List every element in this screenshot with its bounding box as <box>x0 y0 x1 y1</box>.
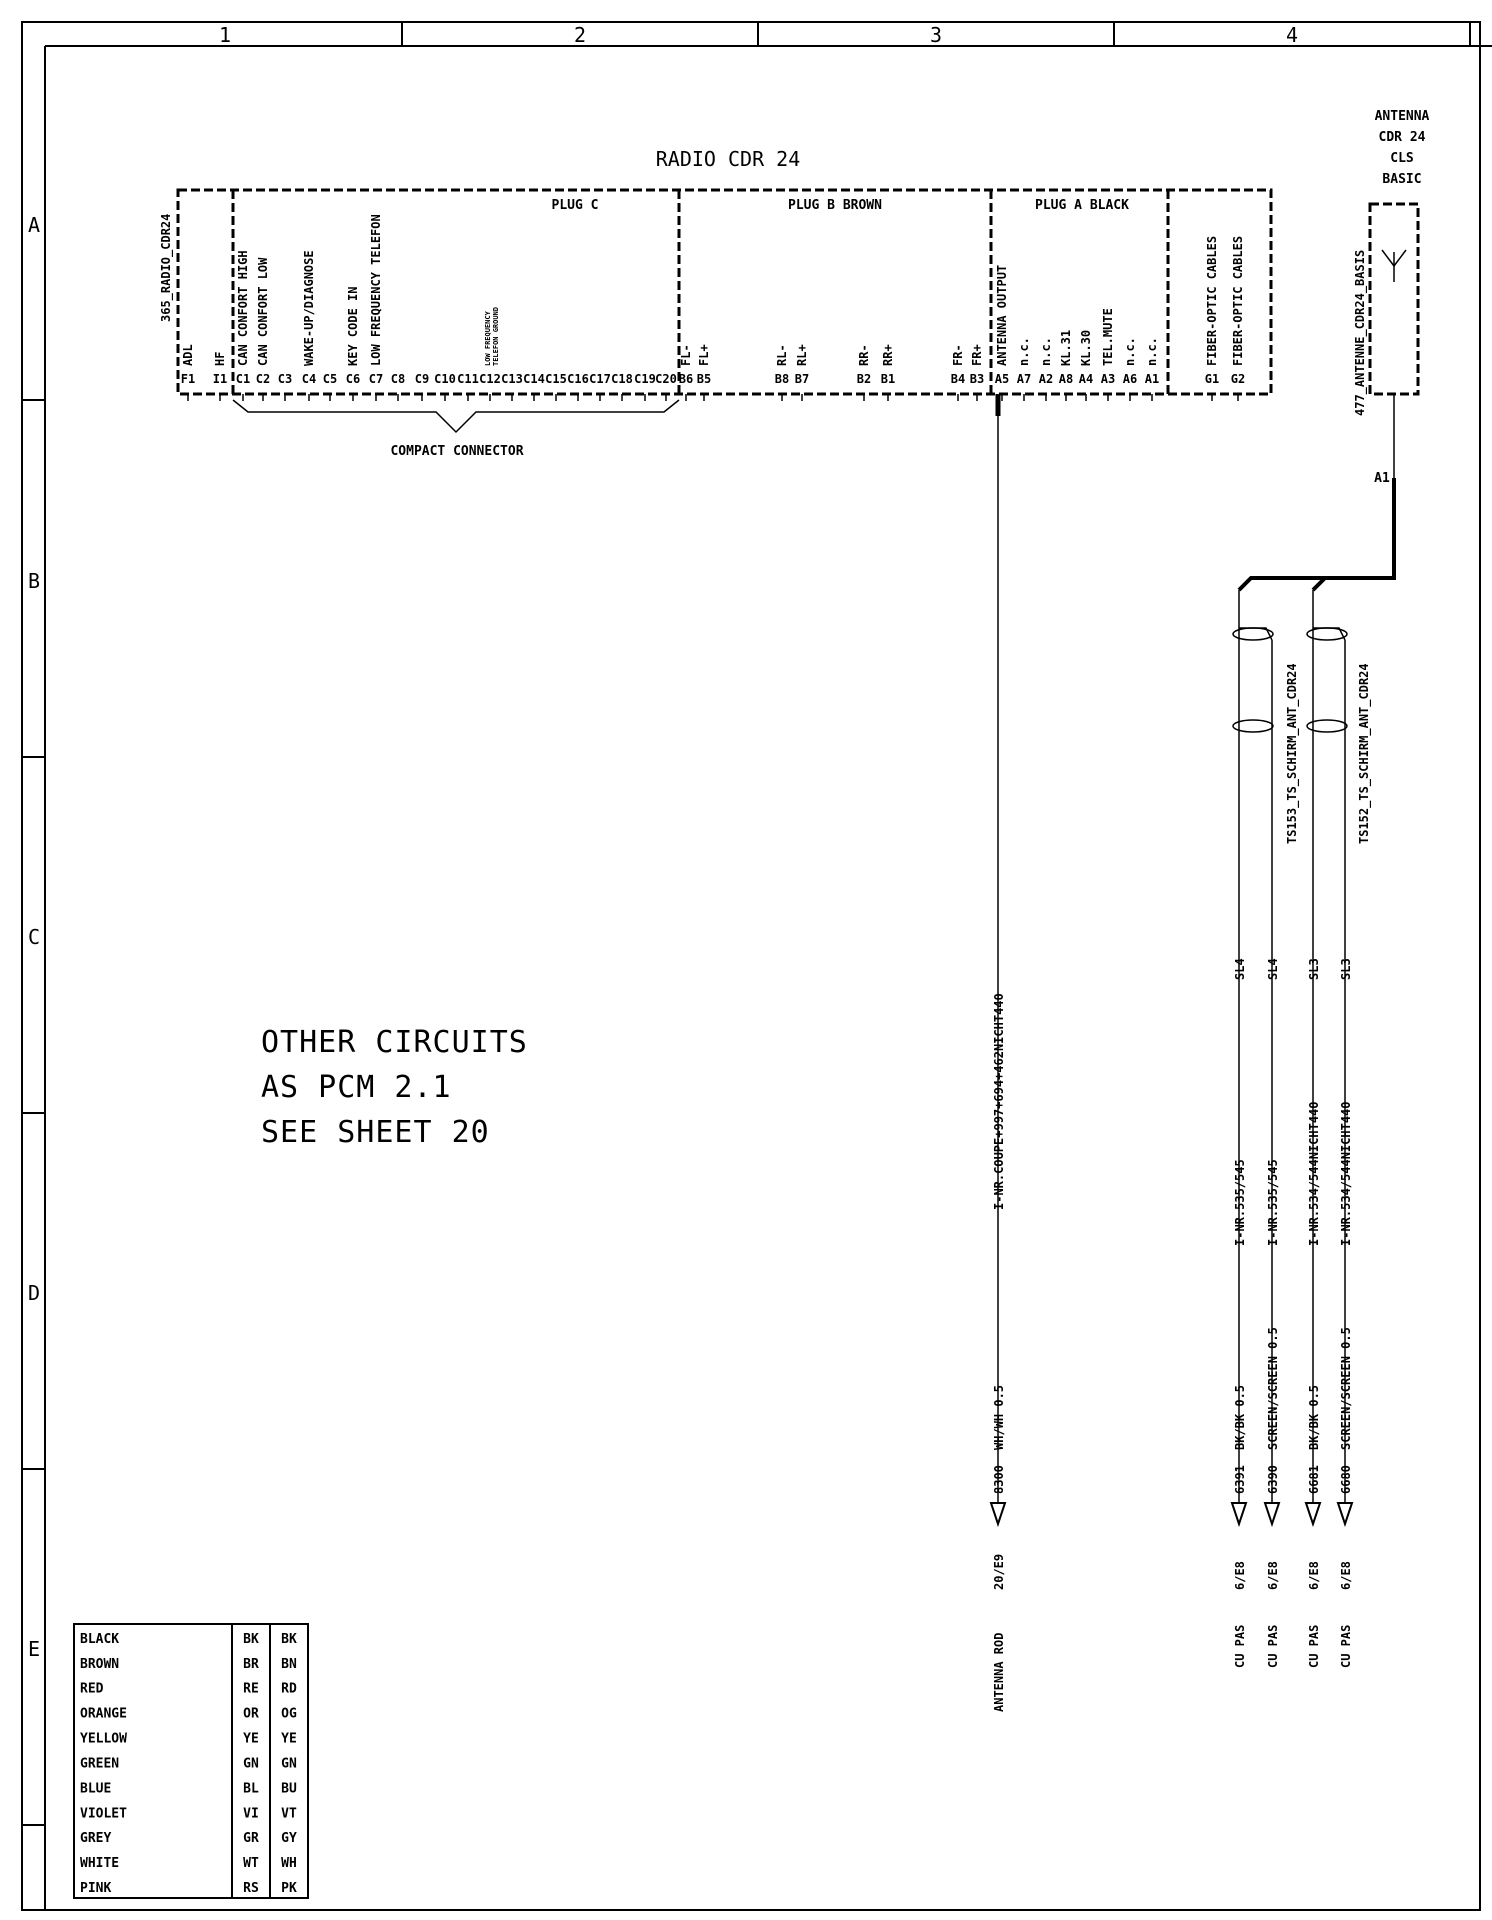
wire-destination: CU PAS <box>1266 1624 1280 1668</box>
pin-function-label: n.c. <box>1039 337 1053 366</box>
wire-inr: I-NR.534/544NICHT440 <box>1307 1101 1321 1246</box>
column-label: 3 <box>929 23 943 47</box>
row-label: A <box>27 213 41 237</box>
pin-label: C2 <box>255 372 271 386</box>
antenna-icon <box>1382 250 1406 282</box>
legend-code-en: GN <box>281 1756 297 1772</box>
pin-label: C6 <box>345 372 361 386</box>
pin-label: C18 <box>611 372 633 386</box>
legend-code-de: RS <box>243 1881 259 1896</box>
wire-spec: WH/WH 0.5 <box>992 1384 1006 1450</box>
pin-function-label: HF <box>213 351 227 366</box>
antenna-pin-label: A1 <box>1374 471 1390 486</box>
pin-function-label: RL- <box>775 344 789 366</box>
pin-label: B6 <box>678 372 694 386</box>
plug-b-label: PLUG B BROWN <box>788 198 882 213</box>
pin-label: A2 <box>1038 372 1054 386</box>
pin-label: B7 <box>794 372 810 386</box>
pin-function-label: CAN CONFORT LOW <box>256 257 270 366</box>
wire-terminal-arrow <box>1232 1503 1246 1524</box>
legend-color-name: WHITE <box>80 1856 120 1872</box>
wire-annotations <box>991 958 1353 1712</box>
pin-label: A6 <box>1122 372 1138 386</box>
wire-destination: ANTENNA ROD <box>992 1632 1006 1712</box>
color-legend <box>74 1624 308 1898</box>
wire-sheet-ref: 6/E8 <box>1233 1561 1247 1590</box>
pin-function-label: n.c. <box>1123 337 1137 366</box>
row-label: C <box>27 925 41 949</box>
wire-sheet-ref: 6/E8 <box>1339 1561 1353 1590</box>
pin-function-label: FR- <box>951 344 965 366</box>
legend-color-name: VIOLET <box>80 1806 127 1822</box>
wire-bundle <box>998 394 1394 1512</box>
pin-function-label: TELEFON GROUND <box>492 306 500 366</box>
pin-label: B1 <box>880 372 896 386</box>
pin-label: B3 <box>969 372 985 386</box>
legend-code-en: RD <box>281 1681 297 1697</box>
row-label: E <box>27 1637 41 1661</box>
svg-text:AS PCM 2.1: AS PCM 2.1 <box>261 1070 452 1105</box>
wire-sheet-ref: 6/E8 <box>1307 1561 1321 1590</box>
pin-label: C10 <box>434 372 456 386</box>
pin-label: C11 <box>457 372 479 386</box>
wire-terminal-arrow <box>1265 1503 1279 1524</box>
antenna-box <box>1370 204 1418 394</box>
pin-label: I1 <box>212 372 228 386</box>
legend-code-en: PK <box>281 1881 297 1896</box>
pin-function-label: FIBER-OPTIC CABLES <box>1231 235 1245 366</box>
pin-label: C17 <box>589 372 611 386</box>
legend-code-en: WH <box>281 1856 297 1872</box>
pin-function-label: KL.30 <box>1079 329 1093 366</box>
pin-label: C19 <box>634 372 656 386</box>
legend-color-name: YELLOW <box>80 1731 127 1747</box>
pin-label: A1 <box>1144 372 1160 386</box>
pin-function-label: RR- <box>857 344 871 366</box>
legend-code-de: WT <box>243 1856 259 1872</box>
wire-sl-label: SL4 <box>1233 958 1247 980</box>
radio-pins <box>181 214 1245 401</box>
legend-code-de: BK <box>243 1631 259 1647</box>
wire-terminal-arrow <box>1338 1503 1352 1524</box>
wire-sl-label: SL4 <box>1266 958 1280 980</box>
pin-function-label: LOW FREQUENCY TELEFON <box>369 214 383 366</box>
wire-number: 8300 <box>992 1465 1006 1494</box>
pin-label: C15 <box>545 372 567 386</box>
wire-terminal-arrow <box>991 1503 1005 1524</box>
column-label: 4 <box>1285 23 1299 47</box>
pin-label: C20 <box>655 372 677 386</box>
wire-spec: BK/BK 0.5 <box>1233 1384 1247 1450</box>
legend-code-en: BU <box>281 1781 297 1797</box>
wire-destination: CU PAS <box>1233 1624 1247 1668</box>
pin-label: A5 <box>994 372 1010 386</box>
radio-title: RADIO CDR 24 <box>655 147 801 171</box>
legend-color-name: PINK <box>80 1881 112 1896</box>
pin-label: C7 <box>368 372 384 386</box>
pin-label: C8 <box>390 372 406 386</box>
pin-function-label: ANTENNA OUTPUT <box>995 264 1009 366</box>
svg-text:CDR 24: CDR 24 <box>1378 130 1426 145</box>
pin-label: C3 <box>277 372 293 386</box>
legend-color-name: BROWN <box>80 1656 120 1672</box>
legend-color-name: BLUE <box>80 1781 112 1797</box>
pin-function-label: WAKE-UP/DIAGNOSE <box>302 250 316 366</box>
wire-number: 6390 <box>1266 1465 1280 1494</box>
svg-text:TS152_TS_SCHIRM_ANT_CDR24: TS152_TS_SCHIRM_ANT_CDR24 <box>1357 663 1371 844</box>
pin-label: C5 <box>322 372 338 386</box>
legend-code-de: BR <box>243 1656 259 1672</box>
pin-label: C12 <box>479 372 501 386</box>
pin-function-label: LOW FREQUENCY <box>484 311 492 366</box>
legend-code-en: BN <box>281 1656 297 1672</box>
radio-component-id: 365_RADIO_CDR24 <box>159 213 173 322</box>
antenna-component-id: 477_ANTENNE_CDR24_BASIS <box>1353 249 1367 416</box>
pin-function-label: FIBER-OPTIC CABLES <box>1205 235 1219 366</box>
legend-code-en: VT <box>281 1806 297 1822</box>
legend-code-en: OG <box>281 1706 297 1722</box>
pin-label: A4 <box>1078 372 1094 386</box>
svg-text:BASIC: BASIC <box>1382 172 1422 187</box>
legend-code-en: YE <box>281 1731 297 1747</box>
legend-code-de: OR <box>243 1706 259 1722</box>
legend-code-de: VI <box>243 1806 259 1822</box>
svg-text:CLS: CLS <box>1390 151 1414 166</box>
plug-c-label: PLUG C <box>551 198 599 213</box>
wire-number: 6681 <box>1307 1465 1321 1494</box>
wire-inr: I-NR.534/544NICHT440 <box>1339 1101 1353 1246</box>
wire-number: 6680 <box>1339 1465 1353 1494</box>
wire-sl-label: SL3 <box>1307 958 1321 980</box>
legend-color-name: ORANGE <box>80 1706 127 1722</box>
compact-connector-brace <box>233 400 679 432</box>
pin-label: C9 <box>414 372 430 386</box>
svg-text:ANTENNA: ANTENNA <box>1374 109 1430 124</box>
pin-label: C1 <box>235 372 251 386</box>
pin-label: A7 <box>1016 372 1032 386</box>
wire-spec: BK/BK 0.5 <box>1307 1384 1321 1450</box>
legend-color-name: RED <box>80 1681 104 1697</box>
pin-label: F1 <box>180 372 196 386</box>
pin-function-label: FL+ <box>697 344 711 366</box>
pin-function-label: FL- <box>679 344 693 366</box>
pin-function-label: CAN CONFORT HIGH <box>236 250 250 366</box>
pin-label: B2 <box>856 372 872 386</box>
legend-color-name: BLACK <box>80 1631 120 1647</box>
row-label: D <box>27 1281 41 1305</box>
legend-code-de: GN <box>243 1756 259 1772</box>
wire-number: 6391 <box>1233 1465 1247 1494</box>
shield-labels <box>1285 663 1372 844</box>
legend-color-name: GREY <box>80 1831 112 1847</box>
svg-text:SEE SHEET 20: SEE SHEET 20 <box>261 1115 490 1150</box>
pin-function-label: RR+ <box>881 344 895 366</box>
plug-a-label: PLUG A BLACK <box>1035 198 1129 213</box>
column-label: 2 <box>573 23 587 47</box>
pin-label: G1 <box>1204 372 1220 386</box>
wire-spec: SCREEN/SCREEN 0.5 <box>1266 1327 1280 1450</box>
legend-code-de: RE <box>243 1681 259 1697</box>
pin-function-label: RL+ <box>795 344 809 366</box>
wire-inr: I-NR.535/545 <box>1233 1159 1247 1246</box>
pin-label: C13 <box>501 372 523 386</box>
legend-color-name: GREEN <box>80 1756 120 1772</box>
compact-connector-label: COMPACT CONNECTOR <box>390 444 524 459</box>
svg-text:OTHER CIRCUITS: OTHER CIRCUITS <box>261 1025 528 1060</box>
pin-label: A3 <box>1100 372 1116 386</box>
wire-sheet-ref: 20/E9 <box>992 1553 1006 1590</box>
row-label: B <box>27 569 41 593</box>
antenna-title <box>1375 109 1430 187</box>
pin-label: C4 <box>301 372 317 386</box>
pin-label: B4 <box>950 372 966 386</box>
wire-sl-label: SL3 <box>1339 958 1353 980</box>
wire-sheet-ref: 6/E8 <box>1266 1561 1280 1590</box>
pin-label: B5 <box>696 372 712 386</box>
legend-code-en: BK <box>281 1631 297 1647</box>
wire-inr: I-NR.535/545 <box>1266 1159 1280 1246</box>
pin-function-label: n.c. <box>1145 337 1159 366</box>
legend-code-en: GY <box>281 1831 297 1847</box>
legend-code-de: BL <box>243 1781 259 1797</box>
frame-labels <box>28 23 1298 1661</box>
legend-code-de: YE <box>243 1731 259 1747</box>
pin-label: C16 <box>567 372 589 386</box>
pin-function-label: n.c. <box>1017 337 1031 366</box>
pin-label: A8 <box>1058 372 1074 386</box>
legend-code-de: GR <box>243 1831 259 1847</box>
pin-label: G2 <box>1230 372 1246 386</box>
column-label: 1 <box>218 23 232 47</box>
wire-destination: CU PAS <box>1339 1624 1353 1668</box>
wire-destination: CU PAS <box>1307 1624 1321 1668</box>
pin-function-label: FR+ <box>970 344 984 366</box>
pin-function-label: TEL.MUTE <box>1101 308 1115 366</box>
pin-label: B8 <box>774 372 790 386</box>
wire-terminal-arrow <box>1306 1503 1320 1524</box>
other-circuits-note <box>261 1025 528 1150</box>
pin-label: C14 <box>523 372 545 386</box>
wire-inr: I-NR.COUPE+997+694+462NICHT440 <box>992 993 1006 1210</box>
pin-function-label: KL.31 <box>1059 329 1073 366</box>
wire-spec: SCREEN/SCREEN 0.5 <box>1339 1327 1353 1450</box>
pin-function-label: KEY CODE IN <box>346 286 360 366</box>
pin-function-label: ADL <box>181 344 195 366</box>
svg-text:TS153_TS_SCHIRM_ANT_CDR24: TS153_TS_SCHIRM_ANT_CDR24 <box>1285 663 1299 844</box>
